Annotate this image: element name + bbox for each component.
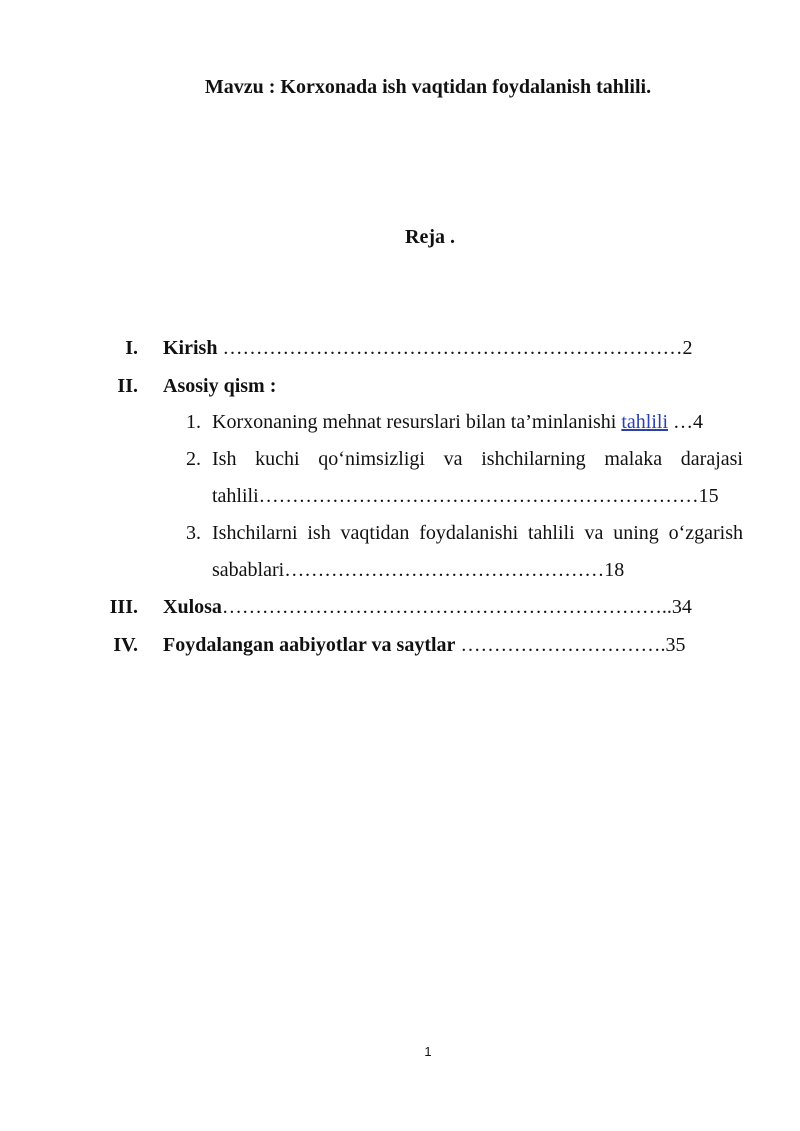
- toc-item-3-label: Xulosa: [163, 596, 222, 618]
- toc-sub-2-line-1: Ish kuchi qo‘nimsizligi va ishchilarning malaka darajasi: [212, 448, 743, 470]
- toc-sub-3-line-1: Ishchilarni ish vaqtidan foydalanishi tahlili va uning o‘zgarish: [212, 522, 743, 544]
- toc-item-3-numeral: III.: [109, 596, 138, 618]
- toc-sub-2-line-2: tahlili…………………………………………………………15: [212, 485, 719, 507]
- toc-sub-1: [212, 410, 703, 434]
- document-title: Mavzu : Korxonada ish vaqtidan foydalanish tahlili.: [204, 76, 652, 98]
- toc-sub-1-text: Korxonaning mehnat resurslari bilan ta’minlanishi: [212, 411, 622, 433]
- toc-item-4-leader: ………………………….: [455, 634, 666, 656]
- toc-item-4-label: Foydalangan aabiyotlar va saytlar: [163, 634, 456, 656]
- toc-sub-1-page: …4: [668, 411, 704, 433]
- toc-item-3: [163, 595, 692, 619]
- toc-sub-3-line-2: sabablari…………………………………………18: [212, 559, 625, 581]
- toc-item-1: [163, 336, 692, 360]
- toc-item-3-leader: …………………………………………………………..: [221, 596, 672, 618]
- toc-item-4: [163, 633, 685, 657]
- toc-sub-3-number: 3.: [186, 522, 201, 544]
- toc-item-2-numeral: II.: [117, 375, 138, 397]
- toc-sub-2-number: 2.: [186, 448, 201, 470]
- toc-item-1-page: 2: [682, 337, 693, 359]
- toc-sub-1-link[interactable]: tahlili: [621, 411, 669, 433]
- toc-item-1-label: Kirish: [163, 337, 218, 359]
- plan-heading: Reja .: [405, 226, 455, 248]
- toc-item-1-leader: ……………………………………………………………: [217, 337, 683, 359]
- page-number: 1: [424, 1044, 432, 1059]
- toc-sub-1-number: 1.: [186, 411, 201, 433]
- toc-item-4-numeral: IV.: [113, 634, 138, 656]
- toc-item-3-page: 34: [671, 596, 692, 618]
- toc-item-1-numeral: I.: [125, 337, 138, 359]
- toc-item-2-label: Asosiy qism :: [163, 375, 277, 397]
- toc-item-4-page: 35: [665, 634, 686, 656]
